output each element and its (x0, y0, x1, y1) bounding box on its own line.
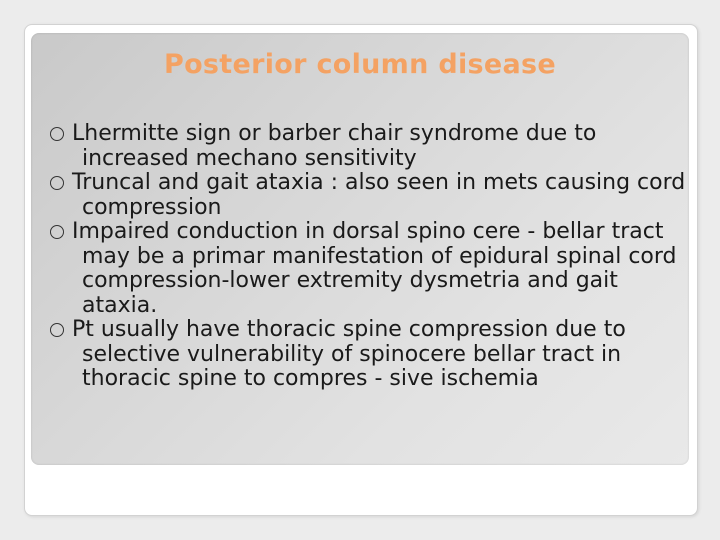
circle-bullet-icon (50, 323, 64, 337)
bullet-text: Impaired conduction in dorsal spino cere - bellar tract may be a primar manifestation of epidural spinal cord compression-lower extremity dysmetria and gait ataxia. (72, 219, 677, 318)
bullet-list (50, 122, 690, 392)
bullet-item (50, 122, 690, 171)
bullet-text: Truncal and gait ataxia : also seen in mets causing cord compression (72, 170, 686, 220)
bullet-text: Pt usually have thoracic spine compression due to selective vulnerability of spinocere bellar tract in thoracic spine to compres - sive ischemia (72, 317, 626, 391)
bullet-item (50, 220, 690, 318)
bullet-text: Lhermitte sign or barber chair syndrome due to increased mechano sensitivity (72, 121, 597, 171)
slide-title: Posterior column disease (163, 49, 556, 80)
circle-bullet-icon (50, 176, 64, 190)
circle-bullet-icon (50, 127, 64, 141)
circle-bullet-icon (50, 225, 64, 239)
bullet-item (50, 171, 690, 220)
bullet-item (50, 318, 690, 392)
